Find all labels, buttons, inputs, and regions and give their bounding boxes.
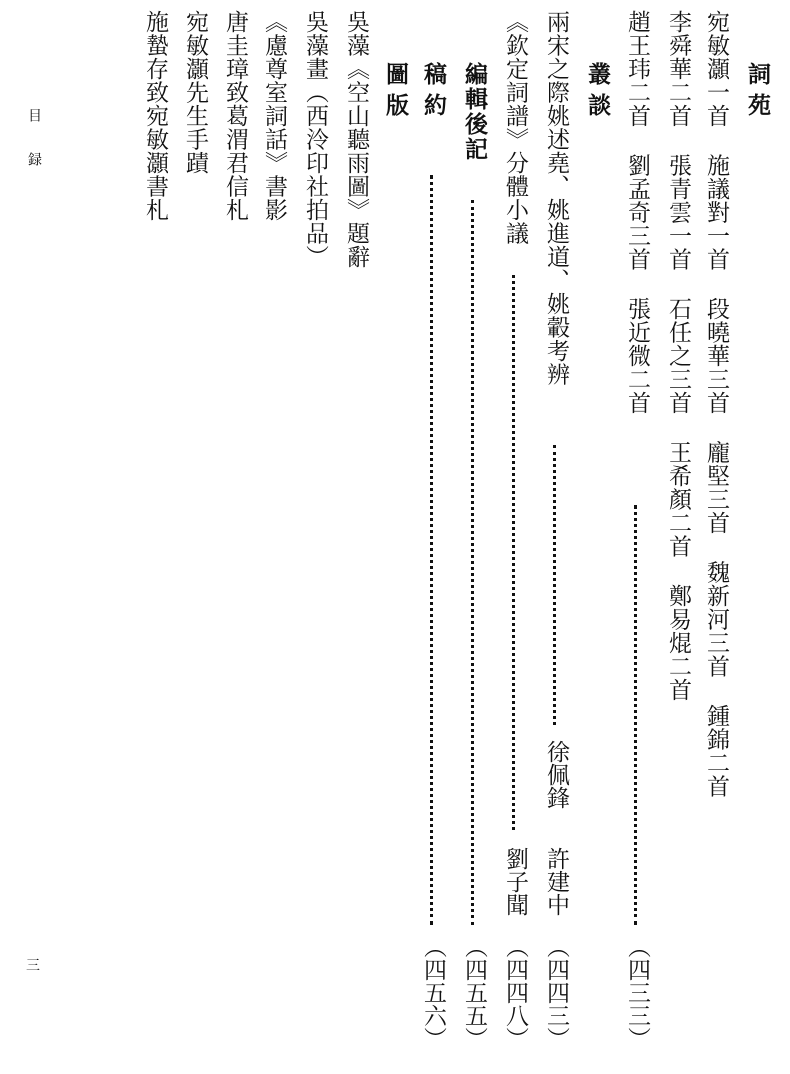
ciyuan-column-3 xyxy=(622,10,652,415)
section-heading-tuban: 圖版 xyxy=(382,62,409,124)
poet-entry: 段曉華三首 xyxy=(703,297,729,415)
plate-item: 吳藻《空山聽雨圖》題辭 xyxy=(343,10,369,269)
article-title: 兩宋之際姚述堯、姚進道、姚轂考辨 xyxy=(543,10,569,386)
poet-entry: 龐堅三首 xyxy=(703,440,729,535)
leader-dots xyxy=(549,445,556,725)
section-heading-ciyuan: 詞苑 xyxy=(744,62,771,124)
page-ref-congtan-1: （四四三） xyxy=(543,935,569,1050)
ciyuan-column-2 xyxy=(663,10,693,702)
article-author: 許建中 xyxy=(543,847,569,916)
leader-dots xyxy=(426,175,433,925)
poet-entry: 宛敏灝一首 xyxy=(703,10,729,128)
leader-dots xyxy=(508,275,515,830)
page-number: 三 xyxy=(26,958,40,974)
poet-entry: 趙王玮二首 xyxy=(624,10,650,128)
plate-item: 唐圭璋致葛渭君信札 xyxy=(222,10,248,222)
section-heading-congtan: 叢談 xyxy=(584,62,611,124)
poet-entry: 鍾錦二首 xyxy=(703,704,729,798)
article-author: 徐佩鋒 xyxy=(543,740,569,809)
page-ref-gaoyue: （四五六） xyxy=(420,935,446,1050)
ciyuan-column-1 xyxy=(701,10,731,798)
poet-entry: 李舜華二首 xyxy=(665,10,691,128)
poet-entry: 張近微二首 xyxy=(624,297,650,415)
page-ref-congtan-2: （四四八） xyxy=(502,935,528,1050)
poet-entry: 魏新河三首 xyxy=(703,560,729,678)
section-heading-afterword: 編輯後記 xyxy=(461,62,488,162)
poet-entry: 石任之三首 xyxy=(665,297,691,415)
poet-entry: 施議對一首 xyxy=(703,153,729,271)
poet-entry: 張青雲一首 xyxy=(665,153,691,271)
running-header: 目録 xyxy=(26,108,42,196)
poet-entry: 鄭易焜二首 xyxy=(665,584,691,702)
section-heading-gaoyue: 稿約 xyxy=(420,62,447,124)
leader-dots xyxy=(630,505,637,925)
plate-item: 《慮尊室詞話》書影 xyxy=(261,10,287,222)
plate-item: 宛敏灝先生手蹟 xyxy=(182,10,208,175)
article-author: 劉子聞 xyxy=(502,847,528,916)
page-ref-ciyuan: （四三三） xyxy=(624,935,650,1050)
page-ref-afterword: （四五五） xyxy=(461,935,487,1050)
plate-item: 吳藻畫（西泠印社拍品） xyxy=(302,10,328,269)
plate-item: 施蟄存致宛敏灝書札 xyxy=(142,10,168,222)
poet-entry: 劉孟奇三首 xyxy=(624,153,650,271)
leader-dots xyxy=(467,200,474,925)
article-title: 《欽定詞譜》分體小議 xyxy=(502,10,528,245)
poet-entry: 王希顏二首 xyxy=(665,440,691,558)
